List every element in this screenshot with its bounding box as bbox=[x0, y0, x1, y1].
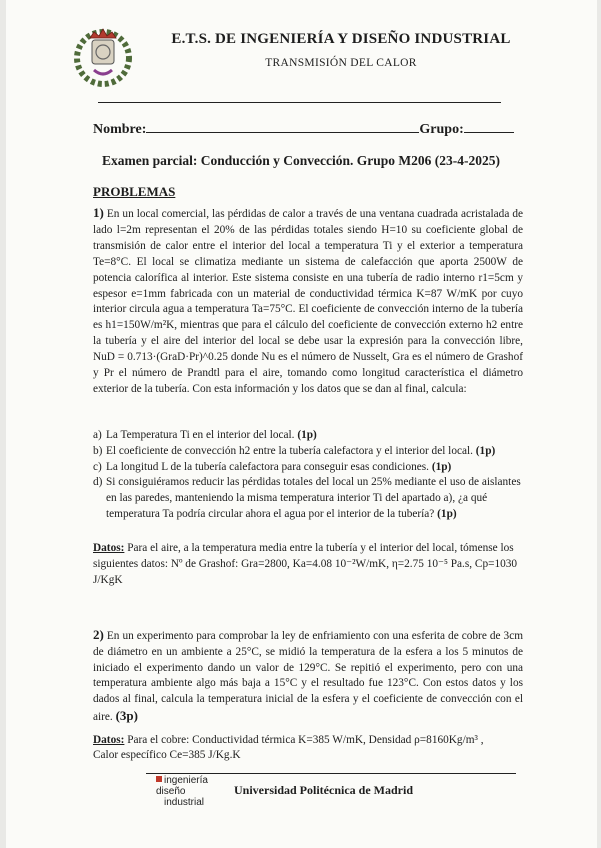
problem-1-line: exterior a temperatura Te=8°C. El local se climatiza mediante un sistema de calefacción bbox=[93, 239, 524, 268]
problem-1-data bbox=[93, 540, 523, 588]
problem-1-line: coeficiente de convección externo h2 entre la tubería y el aire del interior del local se debe bbox=[93, 319, 523, 348]
problem-1-line: de convección interno de la tubería es h1=150W/m²K, mientras que para el cálculo del bbox=[93, 303, 523, 332]
problem-2-number: 2) bbox=[93, 627, 104, 642]
problem-1-number: 1) bbox=[93, 205, 104, 220]
problem-1-line: que aporta 2500W de potencia calorífica al interior. Este sistema consiste en una tubería bbox=[93, 255, 523, 284]
name-field[interactable] bbox=[146, 121, 419, 133]
problem-1-line: En un local comercial, las pérdidas de calor a través de una ventana cuadrada bbox=[106, 208, 459, 220]
exam-title: Examen parcial: Conducción y Convección. Grupo M206 (23-4-2025) bbox=[102, 153, 500, 168]
logo-text-line: diseño bbox=[156, 786, 186, 797]
question-b bbox=[93, 444, 525, 460]
question-text: El coeficiente de convección h2 entre la tubería calefactora y el interior del local. bbox=[106, 444, 473, 457]
problem-1-questions bbox=[93, 428, 525, 523]
problem-1-line: coeficiente global de transmisión de calor entre el interior del local a temperatura Ti y el bbox=[93, 223, 524, 252]
question-label: a) bbox=[93, 429, 102, 441]
problem-1-statement bbox=[93, 205, 523, 398]
question-d bbox=[93, 475, 525, 522]
problem-1-line: térmica K=87 W/mK por cuyo interior circula agua a temperatura Ta=75°C. El coeficiente bbox=[93, 287, 523, 316]
university-name: Universidad Politécnica de Madrid bbox=[234, 783, 413, 797]
question-label: d) bbox=[93, 476, 103, 489]
problem-2-line: minutos de iniciado el experimento dando un valor de 129°C. Se repitió el experimento, bbox=[93, 645, 523, 674]
header-divider bbox=[98, 102, 501, 103]
section-title: PROBLEMAS bbox=[93, 184, 176, 199]
question-points: (1p) bbox=[437, 507, 457, 520]
problem-2-line: pero con una temperatura ambiente algo más baja a 15°C y el resultado fue 123°C. Con bbox=[93, 661, 524, 690]
problem-2-statement bbox=[93, 627, 523, 726]
problem-1-line: tomando como longitud característica el diámetro exterior de la tubería. Con esta bbox=[93, 367, 523, 395]
group-field[interactable] bbox=[464, 121, 514, 133]
etsidi-logo bbox=[154, 773, 226, 809]
problem-2-line: de convección con el aire. bbox=[93, 693, 523, 723]
question-points: (1p) bbox=[475, 444, 496, 457]
question-c bbox=[93, 460, 525, 476]
question-label: b) bbox=[93, 444, 103, 457]
question-points: (1p) bbox=[431, 460, 452, 473]
question-text: La longitud L de la tubería calefactora para conseguir esas condiciones. bbox=[106, 460, 429, 473]
data-line: Calor específico Ce=385 J/Kg.K bbox=[93, 749, 241, 761]
school-crest-logo bbox=[68, 20, 138, 90]
subject-name: TRANSMISIÓN DEL CALOR bbox=[265, 57, 417, 69]
data-text: Para el aire, a la temperatura media entre la tubería y el interior del local, tómense los siguientes datos: Nº de Grashof: Gra=2800, Ka=4.08 10⁻²W/mK, η=2.75 10⁻⁵ Pa.s, Cp=1030 J/KgK bbox=[93, 542, 518, 586]
logo-text-line: ingeniería bbox=[164, 775, 208, 786]
problem-1-line: información y los datos que se dan al final, calcula: bbox=[234, 382, 467, 395]
question-a bbox=[93, 428, 525, 444]
student-info-line bbox=[93, 121, 514, 138]
problem-2-line: estos datos y los dados al final, calcula la temperatura inicial de la esfera y el coeficiente bbox=[93, 677, 523, 706]
question-text: Si consiguiéramos reducir las pérdidas totales del local un 25% mediante el uso de aislantes en las paredes, manteniendo la misma temperatura interior Ti del apartado a), ¿a qué temperatura Ta podría circular ahora el agua por el interior de la tubería? bbox=[106, 476, 521, 520]
school-name: E.T.S. DE INGENIERÍA Y DISEÑO INDUSTRIAL bbox=[171, 31, 511, 47]
problem-2-data bbox=[93, 733, 533, 763]
question-points: (1p) bbox=[297, 429, 317, 441]
problem-2-points: (3p) bbox=[115, 707, 138, 723]
question-text: La Temperatura Ti en el interior del local. bbox=[106, 429, 295, 441]
data-label: Datos: bbox=[93, 542, 125, 554]
group-label: Grupo: bbox=[419, 122, 464, 137]
problem-2-line: En un experimento para comprobar la ley de enfriamiento con una esferita de cobre de bbox=[106, 630, 501, 642]
problem-1-line: acristalada de lado l=2m representan el 20% de las pérdidas totales siendo H=10 su bbox=[93, 208, 524, 236]
problem-1-line: usar la expresión para la convección libre, NuD = 0.713·(GraD·Pr)^0.25 donde Nu es el bbox=[93, 335, 523, 364]
exam-page bbox=[6, 0, 597, 848]
data-label: Datos: bbox=[93, 734, 125, 746]
data-line: Para el cobre: Conductividad térmica K=385 W/mK, Densidad ρ=8160Kg/m³ , bbox=[127, 734, 484, 746]
problem-1-line: número de Nusselt, Gra es el número de Grashof y Pr el número de Prandtl para el aire, bbox=[93, 351, 523, 380]
problem-1-line: de radio interno r1=5cm y espesor e=1mm fabricada con un material de conductividad bbox=[93, 271, 524, 300]
name-label: Nombre: bbox=[93, 122, 147, 137]
problem-2-line: 3cm de diámetro en un ambiente a 25°C, se midió la temperatura de la esfera a los 5 bbox=[93, 630, 523, 658]
question-label: c) bbox=[93, 460, 102, 473]
logo-text-line: industrial bbox=[164, 797, 205, 808]
